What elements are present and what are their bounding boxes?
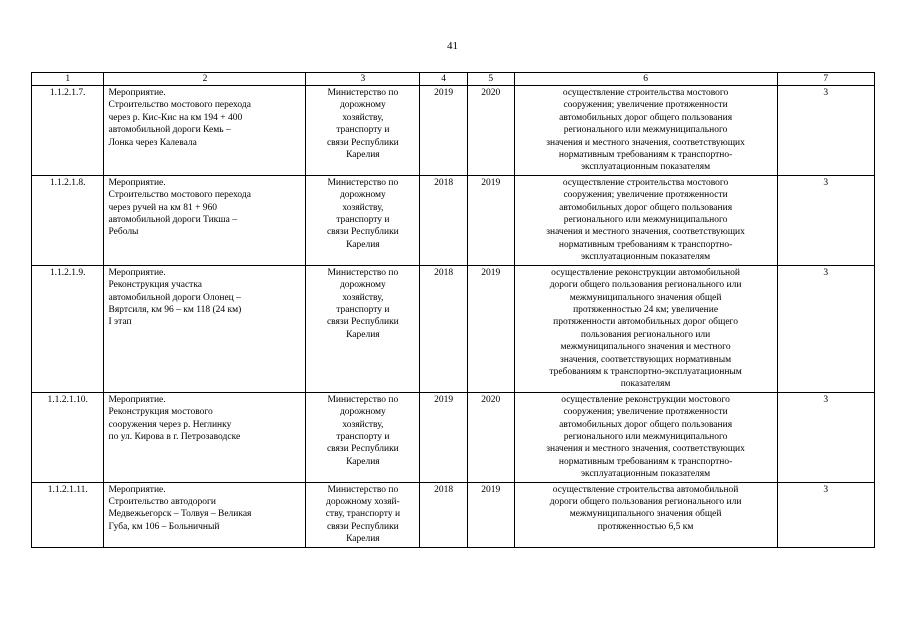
activity-description-line: сооружения через р. Неглинку	[108, 419, 232, 430]
expected-result	[514, 392, 777, 482]
responsible-executor-line: Карелия	[346, 534, 380, 545]
activity-description-line: Медвежьегорск – Толвуя – Великая	[108, 509, 252, 520]
indicator-link: 3	[777, 265, 874, 392]
expected-result	[514, 265, 777, 392]
expected-result-line: требованиям к транспортно-эксплуатационным	[549, 366, 742, 377]
responsible-executor-line: Министерство по	[327, 394, 399, 405]
start-year: 2018	[420, 482, 468, 547]
table-row	[32, 482, 875, 547]
indicator-link: 3	[777, 86, 874, 176]
expected-result-line: сооружения; увеличение протяженности	[563, 190, 728, 201]
end-year: 2019	[467, 482, 514, 547]
expected-result-line: сооружения; увеличение протяженности	[563, 407, 728, 418]
start-year: 2018	[420, 175, 468, 265]
column-number-6: 6	[514, 73, 777, 86]
expected-result-line: регионального или межмуниципального	[563, 125, 728, 136]
expected-result-line: сооружения; увеличение протяженности	[563, 100, 728, 111]
responsible-executor	[306, 86, 420, 176]
column-number-7: 7	[777, 73, 874, 86]
responsible-executor-line: связи Республики	[326, 137, 399, 148]
expected-result-line: осуществление реконструкции мостового	[561, 394, 730, 405]
responsible-executor-line: Карелия	[346, 239, 380, 250]
responsible-executor-line: связи Республики	[326, 444, 399, 455]
expected-result-line: протяженности автомобильных дорог общего	[553, 317, 738, 328]
responsible-executor-line: связи Республики	[326, 227, 399, 238]
expected-result-line: эксплуатационным показателям	[580, 252, 711, 263]
responsible-executor-line: Министерство по	[327, 177, 399, 188]
responsible-executor	[306, 175, 420, 265]
responsible-executor-line: Карелия	[346, 150, 380, 161]
expected-result-line: дороги общего пользования регионального или	[549, 497, 742, 507]
expected-result-line: нормативным требованиям к транспортно-	[558, 456, 733, 467]
responsible-executor-line: дорожному хозяй-	[326, 497, 400, 507]
expected-result-line: автомобильных дорог общего пользования	[559, 202, 733, 213]
responsible-executor-line: хозяйству,	[342, 419, 384, 430]
column-number-4: 4	[420, 73, 468, 86]
responsible-executor-line: транспорту и	[336, 304, 390, 315]
expected-result-line: автомобильных дорог общего пользования	[559, 419, 733, 430]
start-year: 2019	[420, 392, 468, 482]
responsible-executor-line: Карелия	[346, 329, 380, 340]
expected-result-line: осуществление строительства автомобильной	[552, 484, 739, 495]
responsible-executor-line: дорожному	[339, 280, 386, 291]
activity-description-line: через ручей на км 81 + 960	[108, 202, 218, 213]
responsible-executor-line: хозяйству,	[342, 112, 384, 123]
expected-result-line: значения и местного значения, соответствующих	[546, 137, 745, 148]
activity-description-line: Мероприятие.	[108, 177, 166, 188]
activity-description-line: автомобильной дороги Тикша –	[108, 215, 237, 226]
expected-result-line: протяженностью 24 км; увеличение	[573, 304, 719, 315]
expected-result	[514, 86, 777, 176]
activity-description-line: Мероприятие.	[108, 484, 166, 495]
activity-number: 1.1.2.1.10.	[32, 392, 104, 482]
activities-table	[31, 72, 875, 548]
activity-description-line: Строительство мостового перехода	[108, 100, 251, 111]
column-number-3: 3	[306, 73, 420, 86]
start-year: 2019	[420, 86, 468, 176]
responsible-executor-line: дорожному	[339, 100, 386, 111]
expected-result-line: значения, соответствующих нормативным	[560, 354, 732, 365]
indicator-link: 3	[777, 482, 874, 547]
responsible-executor-line: связи Республики	[326, 521, 399, 532]
activity-description-line: автомобильной дороги Олонец –	[108, 292, 241, 303]
activity-number: 1.1.2.1.11.	[32, 482, 104, 547]
responsible-executor-line: Министерство по	[327, 484, 399, 495]
expected-result-line: межмуниципального значения и местного	[560, 342, 731, 353]
activity-description-line: Лонка через Калевала	[108, 137, 197, 148]
expected-result-line: межмуниципального значения общей	[569, 509, 722, 520]
responsible-executor-line: транспорту и	[336, 215, 390, 226]
page-number: 41	[447, 40, 458, 52]
table-row	[32, 175, 875, 265]
responsible-executor-line: Карелия	[346, 456, 380, 467]
activity-description-line: автомобильной дороги Кемь –	[108, 125, 231, 136]
responsible-executor-line: Министерство по	[327, 267, 399, 278]
activity-description-line: Мероприятие.	[108, 267, 166, 278]
expected-result-line: осуществление строительства мостового	[562, 88, 729, 98]
activity-description-line: Губа, км 106 – Больничный	[108, 521, 220, 532]
column-number-2: 2	[104, 73, 306, 86]
activity-description-line: Вяртсиля, км 96 – км 118 (24 км)	[108, 304, 242, 315]
expected-result-line: пользования регионального или	[580, 329, 711, 340]
end-year: 2019	[467, 175, 514, 265]
expected-result	[514, 175, 777, 265]
expected-result-line: регионального или межмуниципального	[563, 431, 728, 442]
activity-description-line: Реболы	[108, 227, 139, 238]
expected-result-line: показателям	[620, 379, 671, 390]
activity-description-line: Реконструкция мостового	[108, 407, 213, 418]
responsible-executor-line: хозяйству,	[342, 202, 384, 213]
activity-description-line: Реконструкция участка	[108, 280, 203, 291]
activity-description-line: по ул. Кирова в г. Петрозаводске	[108, 431, 241, 442]
responsible-executor	[306, 265, 420, 392]
activity-description	[104, 175, 306, 265]
activity-description-line: Мероприятие.	[108, 88, 166, 98]
activity-description	[104, 265, 306, 392]
expected-result	[514, 482, 777, 547]
table-row	[32, 265, 875, 392]
column-number-row	[32, 73, 875, 86]
responsible-executor-line: хозяйству,	[342, 292, 384, 303]
activity-description-line: Строительство мостового перехода	[108, 190, 251, 201]
expected-result-line: автомобильных дорог общего пользования	[559, 112, 733, 123]
responsible-executor-line: ству, транспорту и	[325, 509, 401, 520]
table-row	[32, 392, 875, 482]
expected-result-line: значения и местного значения, соответствующих	[546, 227, 745, 238]
responsible-executor-line: связи Республики	[326, 317, 399, 328]
expected-result-line: межмуниципального значения общей	[569, 292, 722, 303]
expected-result-line: дороги общего пользования регионального или	[549, 280, 742, 291]
activity-description	[104, 482, 306, 547]
end-year: 2020	[467, 392, 514, 482]
expected-result-line: регионального или межмуниципального	[563, 215, 728, 226]
responsible-executor-line: дорожному	[339, 190, 386, 201]
table-body	[32, 86, 875, 548]
activity-description-line: Строительство автодороги	[108, 497, 216, 507]
column-number-5: 5	[467, 73, 514, 86]
expected-result-line: нормативным требованиям к транспортно-	[558, 150, 733, 161]
activity-description-line: через р. Кис-Кис на км 194 + 400	[108, 112, 243, 123]
activity-number: 1.1.2.1.8.	[32, 175, 104, 265]
expected-result-line: осуществление реконструкции автомобильной	[551, 267, 740, 278]
responsible-executor	[306, 392, 420, 482]
responsible-executor	[306, 482, 420, 547]
activity-description-line: I этап	[108, 317, 132, 328]
responsible-executor-line: транспорту и	[336, 431, 390, 442]
end-year: 2020	[467, 86, 514, 176]
activity-description	[104, 86, 306, 176]
expected-result-line: осуществление строительства мостового	[562, 177, 729, 188]
activity-number: 1.1.2.1.7.	[32, 86, 104, 176]
expected-result-line: значения и местного значения, соответствующих	[546, 444, 745, 455]
expected-result-line: эксплуатационным показателям	[580, 469, 711, 480]
activity-description-line: Мероприятие.	[108, 394, 166, 405]
expected-result-line: нормативным требованиям к транспортно-	[558, 239, 733, 250]
indicator-link: 3	[777, 175, 874, 265]
end-year: 2019	[467, 265, 514, 392]
responsible-executor-line: дорожному	[339, 407, 386, 418]
expected-result-line: эксплуатационным показателям	[580, 162, 711, 173]
column-number-1: 1	[32, 73, 104, 86]
indicator-link: 3	[777, 392, 874, 482]
activity-description	[104, 392, 306, 482]
responsible-executor-line: Министерство по	[327, 88, 399, 98]
activity-number: 1.1.2.1.9.	[32, 265, 104, 392]
start-year: 2018	[420, 265, 468, 392]
expected-result-line: протяженностью 6,5 км	[597, 521, 694, 532]
table-row	[32, 86, 875, 176]
responsible-executor-line: транспорту и	[336, 125, 390, 136]
